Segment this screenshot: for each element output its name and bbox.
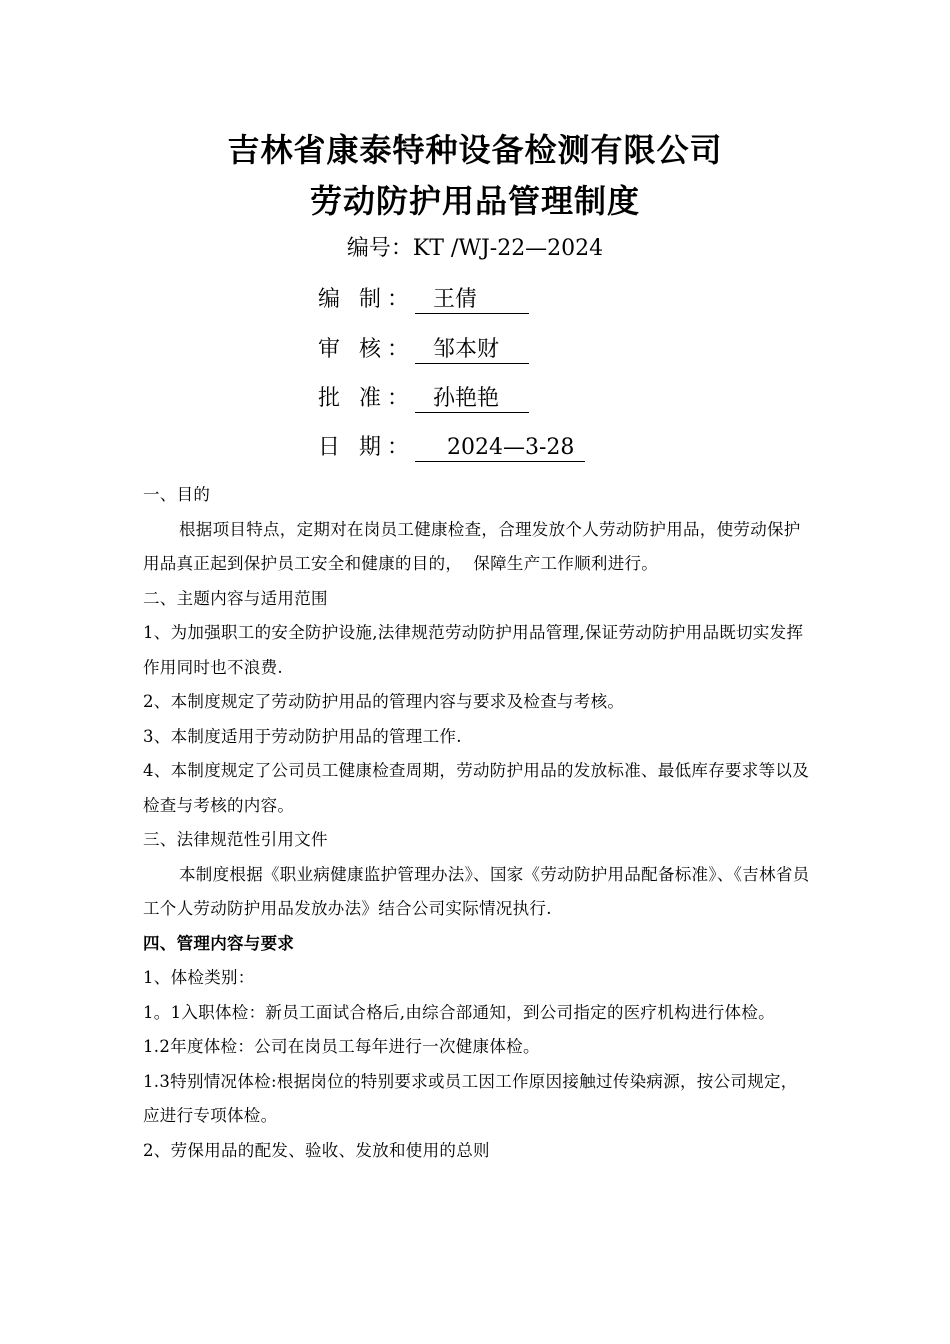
paragraph: 1.2年度体检：公司在岗员工每年进行一次健康体检。 xyxy=(143,1037,540,1056)
paragraph: 本制度根据《职业病健康监护管理办法》、国家《劳动防护用品配备标准》、《吉林省员工个人劳动防护用品发放办法》结合公司实际情况执行. xyxy=(143,864,810,918)
approved-label: 批 准： xyxy=(318,386,415,411)
date-label: 日 期： xyxy=(318,435,415,460)
compiled-label: 编 制： xyxy=(318,287,415,312)
signature-row-approved xyxy=(318,384,529,414)
document-subtitle: 劳动防护用品管理制度 xyxy=(309,182,640,220)
section-heading: 一、目的 xyxy=(143,485,211,504)
reviewed-value: 邹本财 xyxy=(415,337,529,364)
paragraph: 4、本制度规定了公司员工健康检查周期，劳动防护用品的发放标准、最低库存要求等以及检查与考核的内容。 xyxy=(143,761,809,815)
document-title: 吉林省康泰特种设备检测有限公司 xyxy=(227,131,723,169)
paragraph: 根据项目特点，定期对在岗员工健康检查，合理发放个人劳动防护用品，使劳动保护用品真正起到保护员工安全和健康的目的， 保障生产工作顺利进行。 xyxy=(143,519,801,573)
document-body xyxy=(143,478,813,1168)
date-value: 2024—3-28 xyxy=(415,435,585,462)
paragraph: 1。1入职体检：新员工面试合格后,由综合部通知，到公司指定的医疗机构进行体检。 xyxy=(143,1002,775,1022)
reviewed-label: 审 核： xyxy=(318,337,415,362)
section-heading: 二、主题内容与适用范围 xyxy=(143,588,328,608)
paragraph: 1.3特别情况体检:根据岗位的特别要求或员工因工作原因接触过传染病源，按公司规定，应进行专项体检。 xyxy=(143,1071,798,1125)
signature-row-reviewed xyxy=(318,335,529,365)
paragraph: 3、本制度适用于劳动防护用品的管理工作. xyxy=(143,726,462,746)
compiled-value: 王倩 xyxy=(415,287,529,314)
paragraph: 2、劳保用品的配发、验收、发放和使用的总则 xyxy=(143,1140,490,1160)
signature-row-compiled xyxy=(318,285,529,315)
paragraph: 1、体检类别： xyxy=(143,968,255,987)
paragraph: 1、为加强职工的安全防护设施,法律规范劳动防护用品管理,保证劳动防护用品既切实发挥作用同时也不浪费. xyxy=(143,623,804,677)
signature-row-date xyxy=(318,433,585,463)
document-number: 编号：KT /WJ-22—2024 xyxy=(346,236,604,261)
approved-value: 孙艳艳 xyxy=(415,386,529,413)
section-heading: 三、法律规范性引用文件 xyxy=(143,830,328,849)
paragraph: 2、本制度规定了劳动防护用品的管理内容与要求及检查与考核。 xyxy=(143,692,625,711)
section-heading: 四、管理内容与要求 xyxy=(143,933,295,953)
